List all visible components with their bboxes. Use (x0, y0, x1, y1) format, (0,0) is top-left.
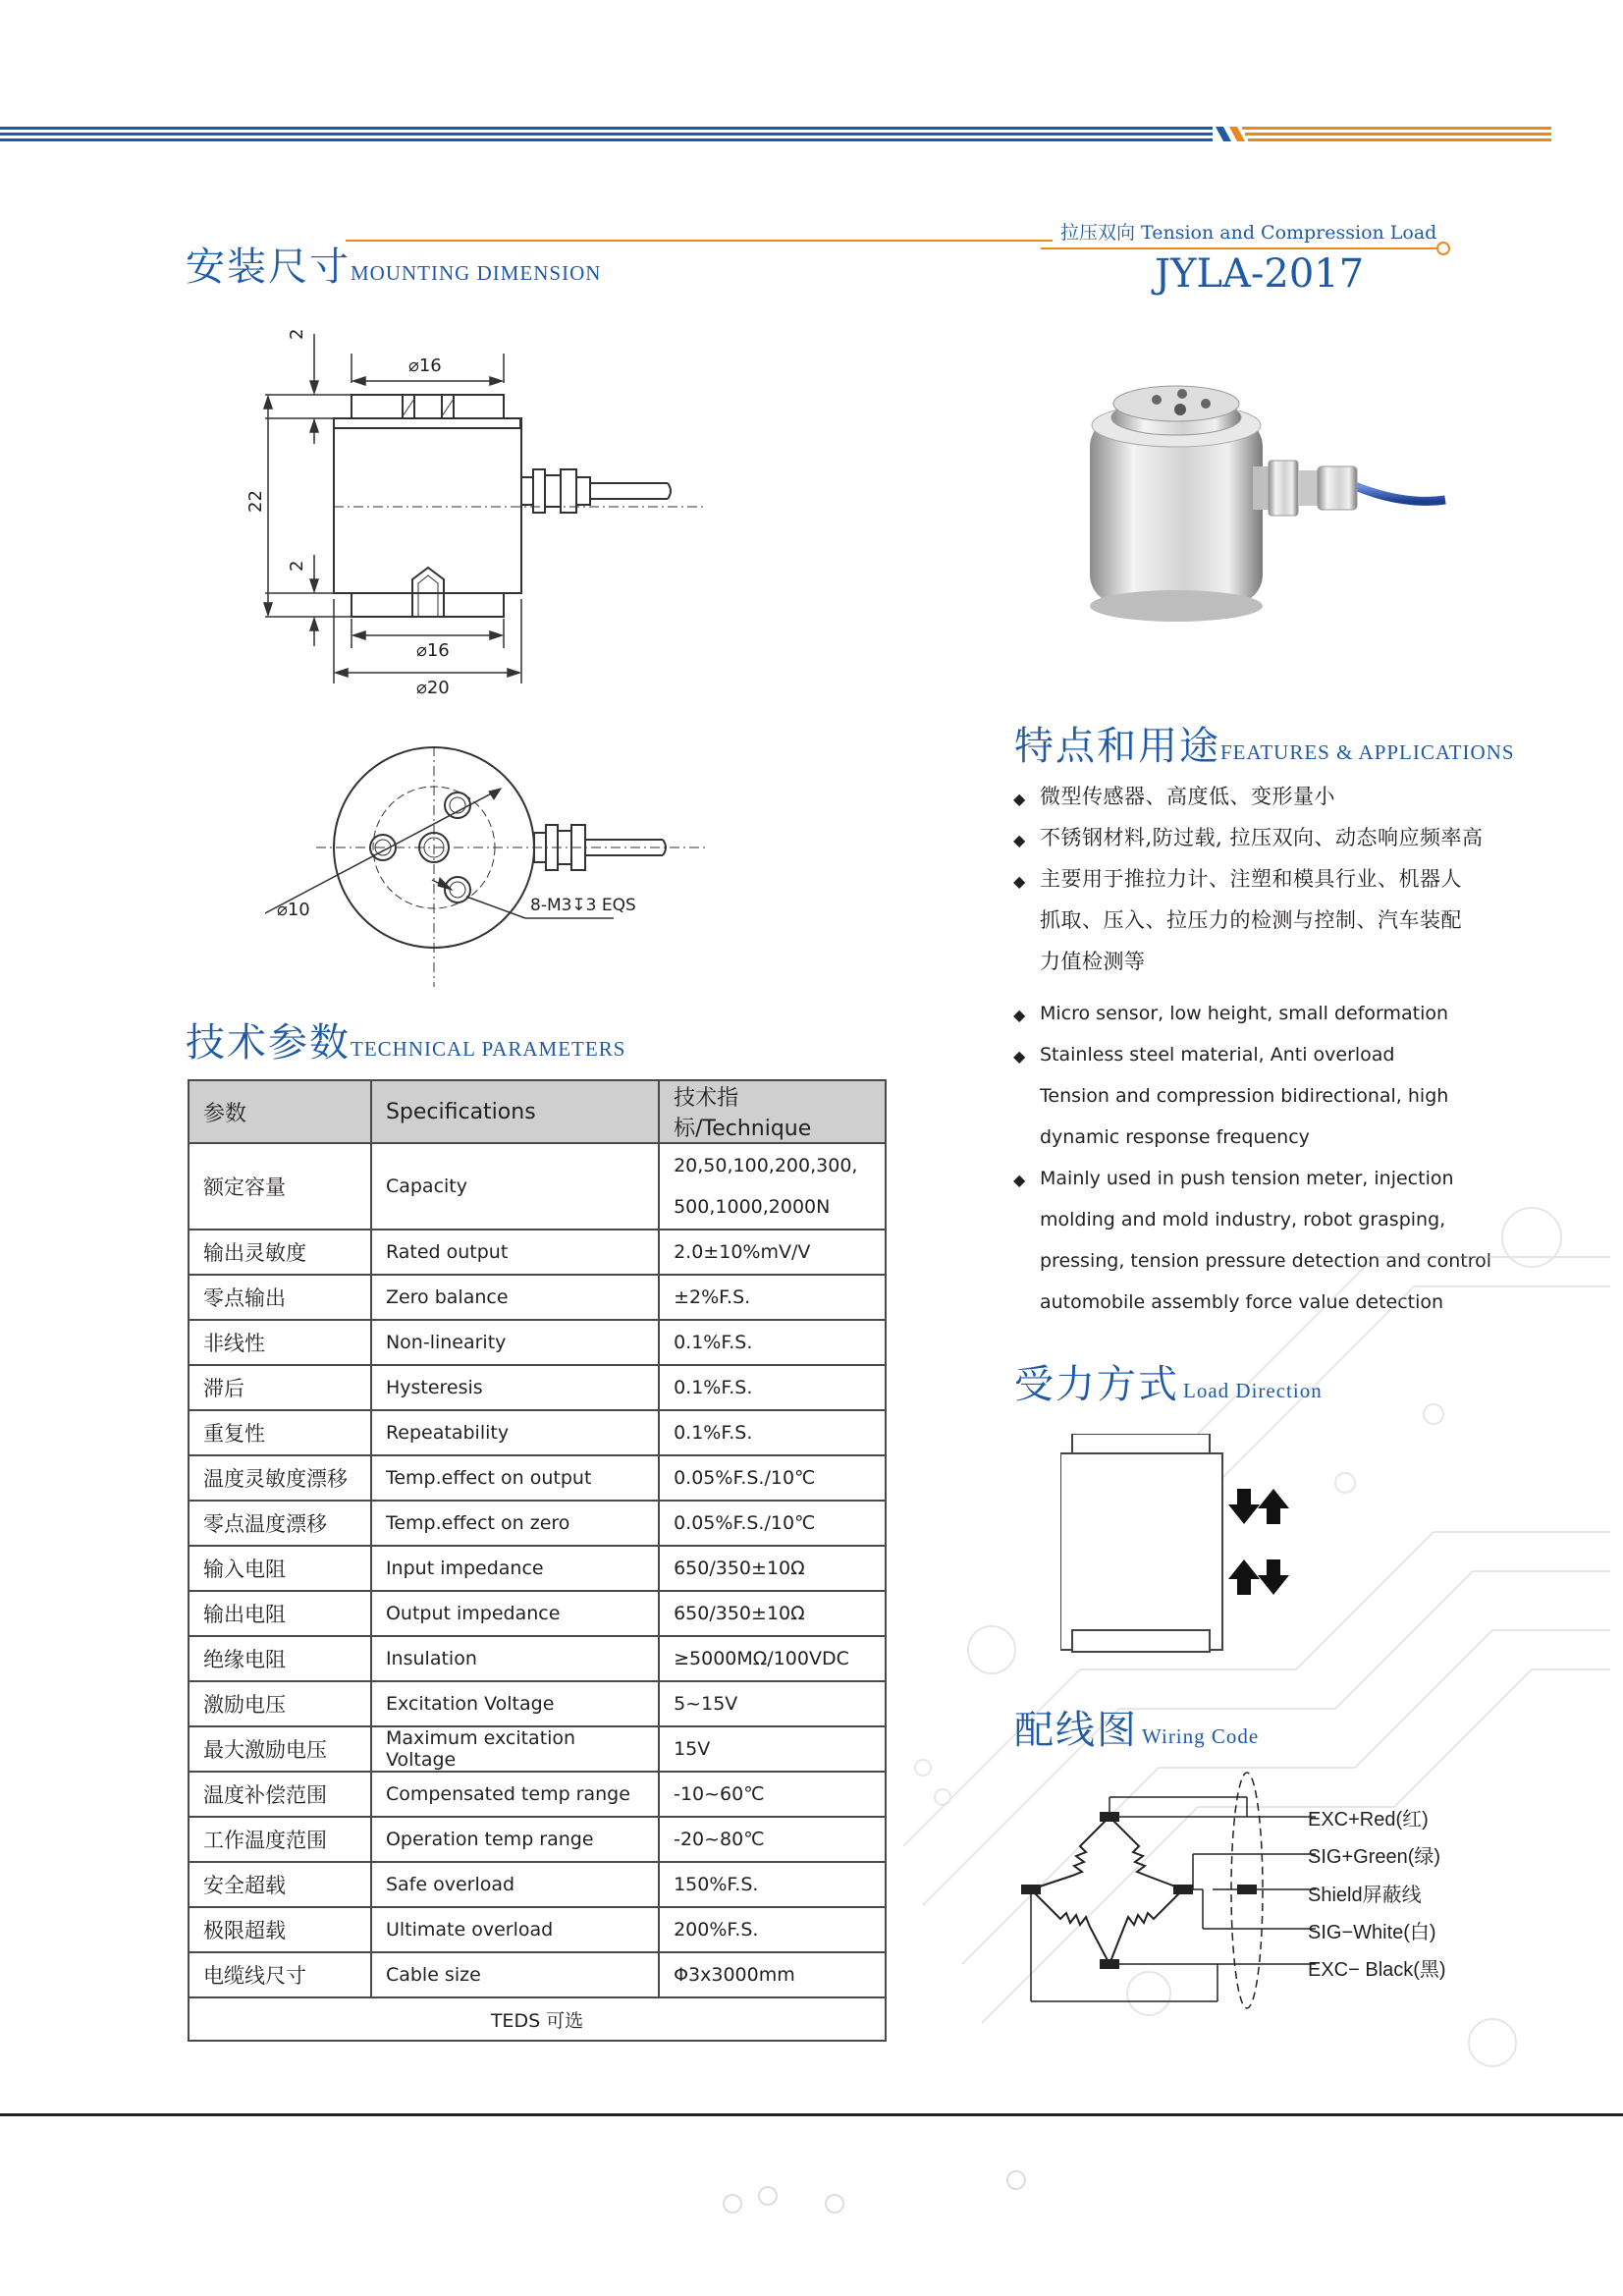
dim-top-2: 2 (287, 328, 307, 340)
row-en: Hysteresis (371, 1365, 659, 1410)
product-type: 拉压双向 Tension and Compression Load (1060, 222, 1437, 244)
wire-label-sig-plus: SIG+Green(绿) (1308, 1846, 1441, 1868)
capacity-line-2: 500,1000,2000N (674, 1196, 831, 1218)
wiring-diagram (1021, 1768, 1316, 2013)
product-photo (1080, 378, 1473, 624)
capacity-line-1: 20,50,100,200,300, (674, 1155, 858, 1176)
row-en: Safe overload (371, 1862, 659, 1907)
feature-cn-4: 抓取、压入、拉压力的检测与控制、汽车装配 (1040, 908, 1462, 932)
row-value: 0.05%F.S./10℃ (659, 1455, 886, 1501)
row-cn: 滞后 (189, 1365, 371, 1410)
table-row (189, 1410, 886, 1455)
footer-decoration (707, 2160, 1041, 2219)
header-technique: 技术指标/Technique (659, 1080, 886, 1143)
row-cn: 输出灵敏度 (189, 1230, 371, 1275)
row-value: 5~15V (659, 1681, 886, 1726)
table-row (189, 1546, 886, 1591)
row-en: Maximum excitation Voltage (371, 1726, 659, 1772)
dim-bottom-2: 2 (287, 560, 307, 572)
features-section-title: 特点和用途FEATURES & APPLICATIONS (1014, 724, 1515, 769)
row-en: Capacity (371, 1143, 659, 1230)
table-row (189, 1143, 886, 1230)
arrow-up-icon (1228, 1559, 1260, 1595)
bolt-circle-dia: ⌀10 (277, 900, 310, 920)
row-value: Φ3x3000mm (659, 1952, 886, 1997)
row-value: 2.0±10%mV/V (659, 1230, 886, 1275)
mounting-title-underline (346, 240, 1053, 242)
feature-en-7: pressing, tension pressure detection and control (1040, 1250, 1491, 1272)
bullet-icon: ◆ (1013, 1006, 1026, 1024)
row-cn: 绝缘电阻 (189, 1636, 371, 1681)
feature-en-1: Micro sensor, low height, small deformation (1040, 1003, 1449, 1024)
arrow-up-icon (1258, 1489, 1289, 1524)
dim-height-22: 22 (245, 490, 266, 513)
row-en: Operation temp range (371, 1817, 659, 1862)
row-value: 0.1%F.S. (659, 1410, 886, 1455)
wiring-title: 配线图 Wiring Code (1014, 1708, 1260, 1753)
row-cn: 输入电阻 (189, 1546, 371, 1591)
technical-section-title: 技术参数TECHNICAL PARAMETERS (186, 1020, 626, 1066)
arrow-down-icon (1228, 1489, 1260, 1524)
feature-cn-3: 主要用于推拉力计、注塑和模具行业、机器人 (1040, 867, 1462, 891)
dim-bottom-dia-16: ⌀16 (416, 640, 450, 661)
dim-bottom-dia-20: ⌀20 (416, 678, 450, 698)
wire-label-exc-plus: EXC+Red(红) (1308, 1809, 1429, 1831)
load-direction-diagram (1060, 1434, 1316, 1669)
feature-cn-1: 微型传感器、高度低、变形量小 (1040, 785, 1335, 808)
feature-en-4: dynamic response frequency (1040, 1126, 1310, 1148)
arrow-down-icon (1258, 1559, 1289, 1595)
row-cn: 极限超载 (189, 1907, 371, 1952)
row-en: Non-linearity (371, 1320, 659, 1365)
table-row (189, 1320, 886, 1365)
row-cn: 输出电阻 (189, 1591, 371, 1636)
header-cn: 参数 (189, 1080, 371, 1143)
bullet-icon: ◆ (1013, 872, 1026, 891)
row-value: -10~60℃ (659, 1772, 886, 1817)
table-row (189, 1772, 886, 1817)
feature-en-5: Mainly used in push tension meter, injection (1040, 1168, 1454, 1189)
feature-cn-5: 力值检测等 (1040, 950, 1146, 973)
row-en: Insulation (371, 1636, 659, 1681)
table-row (189, 1455, 886, 1501)
row-en: Compensated temp range (371, 1772, 659, 1817)
row-en: Excitation Voltage (371, 1681, 659, 1726)
row-cn: 工作温度范围 (189, 1817, 371, 1862)
row-value: 200%F.S. (659, 1907, 886, 1952)
table-row (189, 1817, 886, 1862)
table-row (189, 1726, 886, 1772)
feature-en-3: Tension and compression bidirectional, high (1040, 1085, 1449, 1107)
row-value: 650/350±10Ω (659, 1546, 886, 1591)
row-cn: 最大激励电压 (189, 1726, 371, 1772)
row-value: ±2%F.S. (659, 1275, 886, 1320)
row-en: Output impedance (371, 1591, 659, 1636)
row-cn: 温度补偿范围 (189, 1772, 371, 1817)
row-en: Cable size (371, 1952, 659, 1997)
row-value: -20~80℃ (659, 1817, 886, 1862)
bullet-icon: ◆ (1013, 790, 1026, 808)
feature-en-8: automobile assembly force value detection (1040, 1291, 1444, 1313)
row-cn: 非线性 (189, 1320, 371, 1365)
table-row (189, 1907, 886, 1952)
row-en: Repeatability (371, 1410, 659, 1455)
row-value: 0.05%F.S./10℃ (659, 1501, 886, 1546)
table-row (189, 1862, 886, 1907)
feature-en-6: molding and mold industry, robot grasping, (1040, 1209, 1446, 1230)
row-en: Temp.effect on output (371, 1455, 659, 1501)
row-en: Rated output (371, 1230, 659, 1275)
row-value (659, 1143, 886, 1230)
bullet-icon: ◆ (1013, 1047, 1026, 1066)
mounting-section-title: 安装尺寸MOUNTING DIMENSION (186, 245, 602, 290)
row-cn: 额定容量 (189, 1143, 371, 1230)
side-view-drawing (236, 334, 727, 707)
wire-label-sig-minus: SIG−White(白) (1308, 1922, 1436, 1943)
wire-label-exc-minus: EXC− Black(黑) (1308, 1959, 1446, 1981)
bottom-view-drawing (265, 746, 727, 992)
row-value: 0.1%F.S. (659, 1365, 886, 1410)
row-value: 150%F.S. (659, 1862, 886, 1907)
row-cn: 安全超载 (189, 1862, 371, 1907)
table-row (189, 1275, 886, 1320)
thread-note: 8-M3↧3 EQS (530, 896, 636, 915)
table-row (189, 1365, 886, 1410)
table-row (189, 1636, 886, 1681)
row-value: 0.1%F.S. (659, 1320, 886, 1365)
parameters-table (188, 1079, 887, 2042)
feature-en-2: Stainless steel material, Anti overload (1040, 1044, 1395, 1066)
bullet-icon: ◆ (1013, 831, 1026, 849)
table-footer-row (189, 1997, 886, 2041)
row-cn: 重复性 (189, 1410, 371, 1455)
header-spec: Specifications (371, 1080, 659, 1143)
teds-note: TEDS 可选 (189, 1997, 886, 2041)
row-cn: 激励电压 (189, 1681, 371, 1726)
row-en: Ultimate overload (371, 1907, 659, 1952)
table-row (189, 1230, 886, 1275)
table-row (189, 1681, 886, 1726)
row-en: Zero balance (371, 1275, 659, 1320)
wire-label-shield: Shield屏蔽线 (1308, 1885, 1422, 1906)
row-cn: 电缆线尺寸 (189, 1952, 371, 1997)
table-row (189, 1591, 886, 1636)
model-number: JYLA-2017 (1155, 251, 1365, 297)
bullet-icon: ◆ (1013, 1171, 1026, 1189)
feature-cn-2: 不锈钢材料,防过载, 拉压双向、动态响应频率高 (1040, 826, 1484, 849)
row-value: ≥5000MΩ/100VDC (659, 1636, 886, 1681)
row-en: Temp.effect on zero (371, 1501, 659, 1546)
table-row (189, 1952, 886, 1997)
load-direction-title: 受力方式 Load Direction (1014, 1362, 1323, 1407)
row-cn: 零点输出 (189, 1275, 371, 1320)
row-cn: 温度灵敏度漂移 (189, 1455, 371, 1501)
table-row (189, 1501, 886, 1546)
table-header-row (189, 1080, 886, 1143)
header-stripes (0, 123, 1623, 148)
footer-divider (0, 2113, 1623, 2116)
row-en: Input impedance (371, 1546, 659, 1591)
row-value: 15V (659, 1726, 886, 1772)
row-value: 650/350±10Ω (659, 1591, 886, 1636)
dim-top-dia: ⌀16 (408, 355, 442, 376)
row-cn: 零点温度漂移 (189, 1501, 371, 1546)
